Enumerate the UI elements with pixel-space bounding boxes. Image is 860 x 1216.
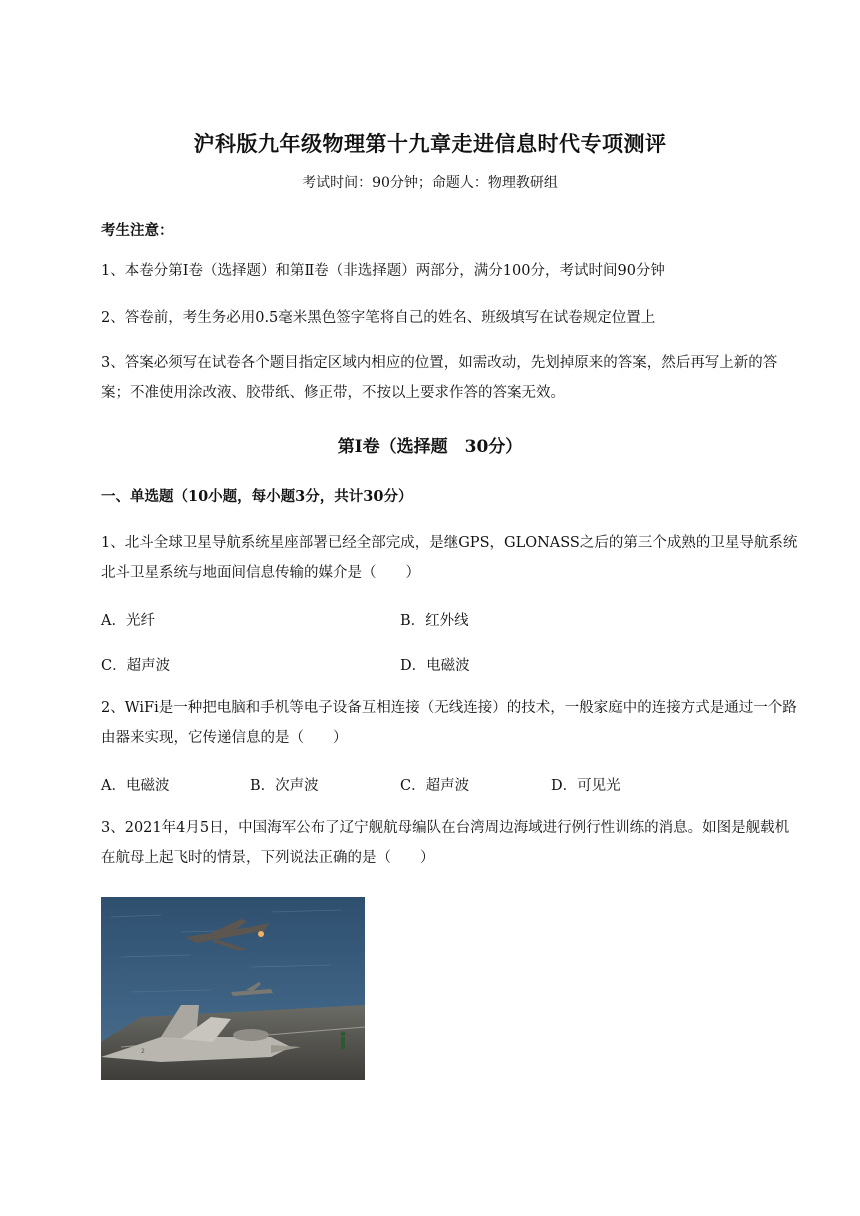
question-2-option-d: D．可见光: [551, 778, 621, 794]
section-title: 第Ⅰ卷（选择题 30分）: [337, 437, 523, 457]
question-1-option-b: B．红外线: [400, 613, 469, 629]
aircraft-carrier-jets-photo: [101, 897, 365, 1080]
notice-item-3: 3、答案必须写在试卷各个题目指定区域内相应的位置，如需改动，先划掉原来的答案，然后再写上新的答案；不准使用涂改液、胶带纸、修正带，不按以上要求作答的答案无效。: [101, 355, 778, 401]
notice-heading: 考生注意：: [101, 222, 174, 239]
question-2-option-b: B．次声波: [250, 778, 319, 794]
exam-subtitle: 考试时间：90分钟；命题人：物理教研组: [302, 175, 558, 191]
svg-text:2: 2: [141, 1048, 145, 1055]
question-1-option-c: C．超声波: [101, 658, 171, 674]
question-1-stem: 1、北斗全球卫星导航系统星座部署已经全部完成，是继GPS，GLONASS之后的第三个成熟的卫星导航系统北斗卫星系统与地面间信息传输的媒介是（ ）: [101, 535, 798, 581]
question-3-stem: 3、2021年4月5日，中国海军公布了辽宁舰航母编队在台湾周边海域进行例行性训练的消息。如图是舰载机在航母上起飞时的情景，下列说法正确的是（ ）: [101, 820, 790, 866]
question-2-stem: 2、WiFi是一种把电脑和手机等电子设备互相连接（无线连接）的技术，一般家庭中的连接方式是通过一个路由器来实现，它传递信息的是（ ）: [101, 700, 797, 746]
exam-title: 沪科版九年级物理第十九章走进信息时代专项测评: [193, 131, 667, 156]
notice-item-1: 1、本卷分第Ⅰ卷（选择题）和第Ⅱ卷（非选择题）两部分，满分100分，考试时间90分钟: [101, 263, 665, 279]
part-title: 一、单选题（10小题，每小题3分，共计30分）: [101, 488, 413, 505]
question-2-option-a: A．电磁波: [101, 778, 170, 794]
notice-item-2: 2、答卷前，考生务必用0.5毫米黑色签字笔将自己的姓名、班级填写在试卷规定位置上: [101, 310, 656, 326]
question-1-option-d: D．电磁波: [400, 658, 470, 674]
question-2-option-c: C．超声波: [400, 778, 470, 794]
question-1-option-a: A．光纤: [101, 613, 155, 629]
